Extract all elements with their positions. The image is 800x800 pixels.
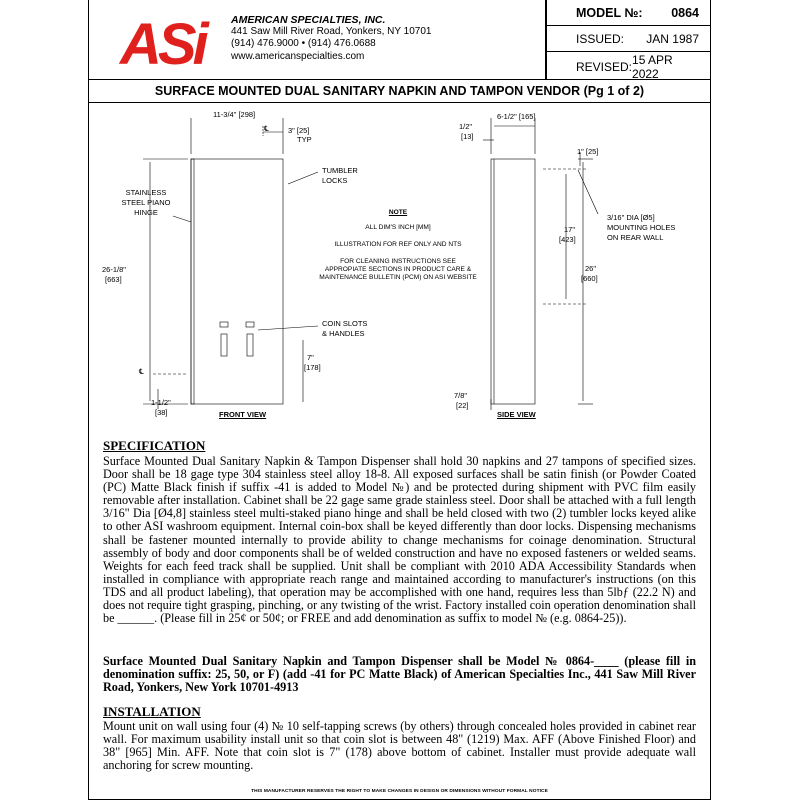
logo-text: ASi [120, 14, 205, 70]
note-line-3c: MAINTENANCE BULLETIN (PCM) ON ASI WEBSITE [319, 274, 477, 281]
side-view-caption: SIDE VIEW [497, 410, 536, 419]
note-line-1: ALL DIM'S INCH [MM] [365, 224, 431, 231]
bottom-dim-b: [38] [155, 408, 168, 417]
hinge-label-a: STAINLESS [125, 188, 167, 197]
document-title: SURFACE MOUNTED DUAL SANITARY NAPKIN AND TAMPON VENDOR (Pg 1 of 2) [88, 80, 711, 103]
hole-label-c: ON REAR WALL [607, 233, 664, 242]
spec-body: Surface Mounted Dual Sanitary Napkin & Tampon Dispenser shall hold 30 napkins and 27 tampons of specified sizes. Door shall be 18 gage type 304 stainless steel alloy 18-8. All exposed surfaces shall be satin finish (or Powder Coated (PC) Matte Black finish if suffix -41 is added to Model №) and be protected during shipment with PVC film easily removable after installation. Cabinet shall be 22 gage same grade stainless steel. Door shall be attached with a full length 3/16" Dia [Ø4,8] stainless steel multi-staked piano hinge and shall be held closed with two (2) tumbler locks keyed alike to other ASI washroom equipment. Internal coin-box shall be keyed differently than door locks. Dispensing mechanisms shall be fastener mounted internally to provide ability to change mechanisms for coinage denomination. Structural assembly of body and door components shall be of welded construction and have no exposed fasteners or welded seams. Weights for each feed track shall be supplied. Unit shall be compliant with 2010 ADA Accessibility Standards when installed in compliance with appropriate reach range and maintained according to manufacturer's instructions (on this TDS and all product labeling), that operation may be accomplished with one hand, requires less than 5lbƒ (22.2 N) and does not require tight grasping, pinching, or any twisting of the wrist. Factory installed coin operation denomination shall be ______. (Please fill in 25¢ or 50¢; or FREE and add denomination as suffix to model № (e.g. 0864-25)). [103, 454, 696, 626]
drawing-note [273, 209, 523, 282]
side-depth-dim: 6-1/2" [165] [497, 112, 536, 121]
asi-logo [118, 14, 218, 70]
footer-disclaimer: THIS MANUFACTURER RESERVES THE RIGHT TO MAKE CHANGES IN DESIGN OR DIMENSIONS WITHOUT FORMAL NOTICE [251, 789, 548, 794]
side-top-a: 1/2" [459, 122, 473, 131]
hinge-label-b: STEEL PIANO [121, 198, 171, 207]
issued-label: ISSUED: [576, 31, 625, 46]
top-dim-b: TYP [297, 135, 312, 144]
side-17-a: 17" [564, 225, 576, 234]
company-website[interactable]: www.americanspecialties.com [231, 50, 365, 62]
side-right-top: 1" [25] [577, 147, 599, 156]
side-26-b: [660] [581, 274, 598, 283]
note-line-2: ILLUSTRATION FOR REF ONLY AND NTS [334, 241, 462, 248]
front-width-dim: 11-3/4" [298] [213, 110, 256, 119]
model-statement: Surface Mounted Dual Sanitary Napkin and Tampon Dispenser shall be Model № 0864-____ (please fill in denomination suffix: 25, 50, or F) (add -41 for PC Matte Black) of American Specialties Inc., 441 Saw Mill River Road, Yonkers, New York 10701-4913 [103, 654, 696, 695]
revised-value: 15 APR 2022 [632, 52, 673, 81]
side-bottom-b: [22] [456, 401, 469, 410]
front-height-a: 26-1/8" [102, 265, 126, 274]
note-line-3a: FOR CLEANING INSTRUCTIONS SEE [340, 258, 456, 265]
front-height-b: [663] [105, 275, 122, 284]
bottom-dim-a: 1-1/2" [151, 398, 171, 407]
coin-label-a: COIN SLOTS [322, 319, 368, 328]
hole-label-b: MOUNTING HOLES [607, 223, 676, 232]
revised-row [546, 53, 711, 80]
side-26-a: 26" [585, 264, 597, 273]
note-title: NOTE [388, 209, 408, 216]
note-line-3b: APPROPIATE SECTIONS IN PRODUCT CARE & [324, 266, 472, 273]
tumbler-label-a: TUMBLER [322, 166, 358, 175]
coin-label-b: & HANDLES [322, 329, 365, 338]
slot-dim-b: [178] [304, 363, 321, 372]
revised-label: REVISED: [576, 59, 633, 74]
side-top-b: [13] [461, 132, 474, 141]
top-dim-a: 3" [25] [288, 126, 310, 135]
install-body: Mount unit on wall using four (4) № 10 self-tapping screws (by others) through concealed holes provided in cabinet rear wall. For maximum usability install unit so that coin slot is between 48" (1219) Max. AFF (Above Finished Floor) and 38" [965] Min. AFF. Note that coin slot is 7" (178) above bottom of cabinet. Installer must provide adequate wall anchoring for screw mounting. [103, 719, 696, 773]
model-label: MODEL №: [576, 5, 643, 20]
front-centerline: ℄ [139, 367, 144, 376]
install-heading: INSTALLATION [103, 704, 201, 719]
model-value: 0864 [671, 5, 699, 20]
tumbler-label-b: LOCKS [322, 176, 348, 185]
side-17-b: [423] [559, 235, 576, 244]
issued-row [546, 26, 711, 52]
company-info [231, 14, 431, 63]
issued-value: JAN 1987 [646, 31, 699, 46]
slot-dim-a: 7" [307, 353, 314, 362]
technical-drawing [88, 104, 711, 434]
company-address: 441 Saw Mill River Road, Yonkers, NY 10701 [231, 26, 432, 38]
hinge-label-c: HINGE [134, 208, 158, 217]
model-row [546, 0, 711, 26]
centerline-mark: ℄ [264, 124, 269, 133]
piano-hinge [191, 159, 194, 404]
company-phone: (914) 476.9000 • (914) 476.0688 [231, 38, 376, 50]
side-bottom-a: 7/8" [454, 391, 468, 400]
front-view-caption: FRONT VIEW [219, 410, 267, 419]
hole-label-a: 3/16" DIA [Ø5] [607, 213, 655, 222]
spec-heading: SPECIFICATION [103, 438, 206, 453]
front-cabinet [191, 159, 283, 404]
company-name: AMERICAN SPECIALTIES, INC. [231, 14, 386, 26]
